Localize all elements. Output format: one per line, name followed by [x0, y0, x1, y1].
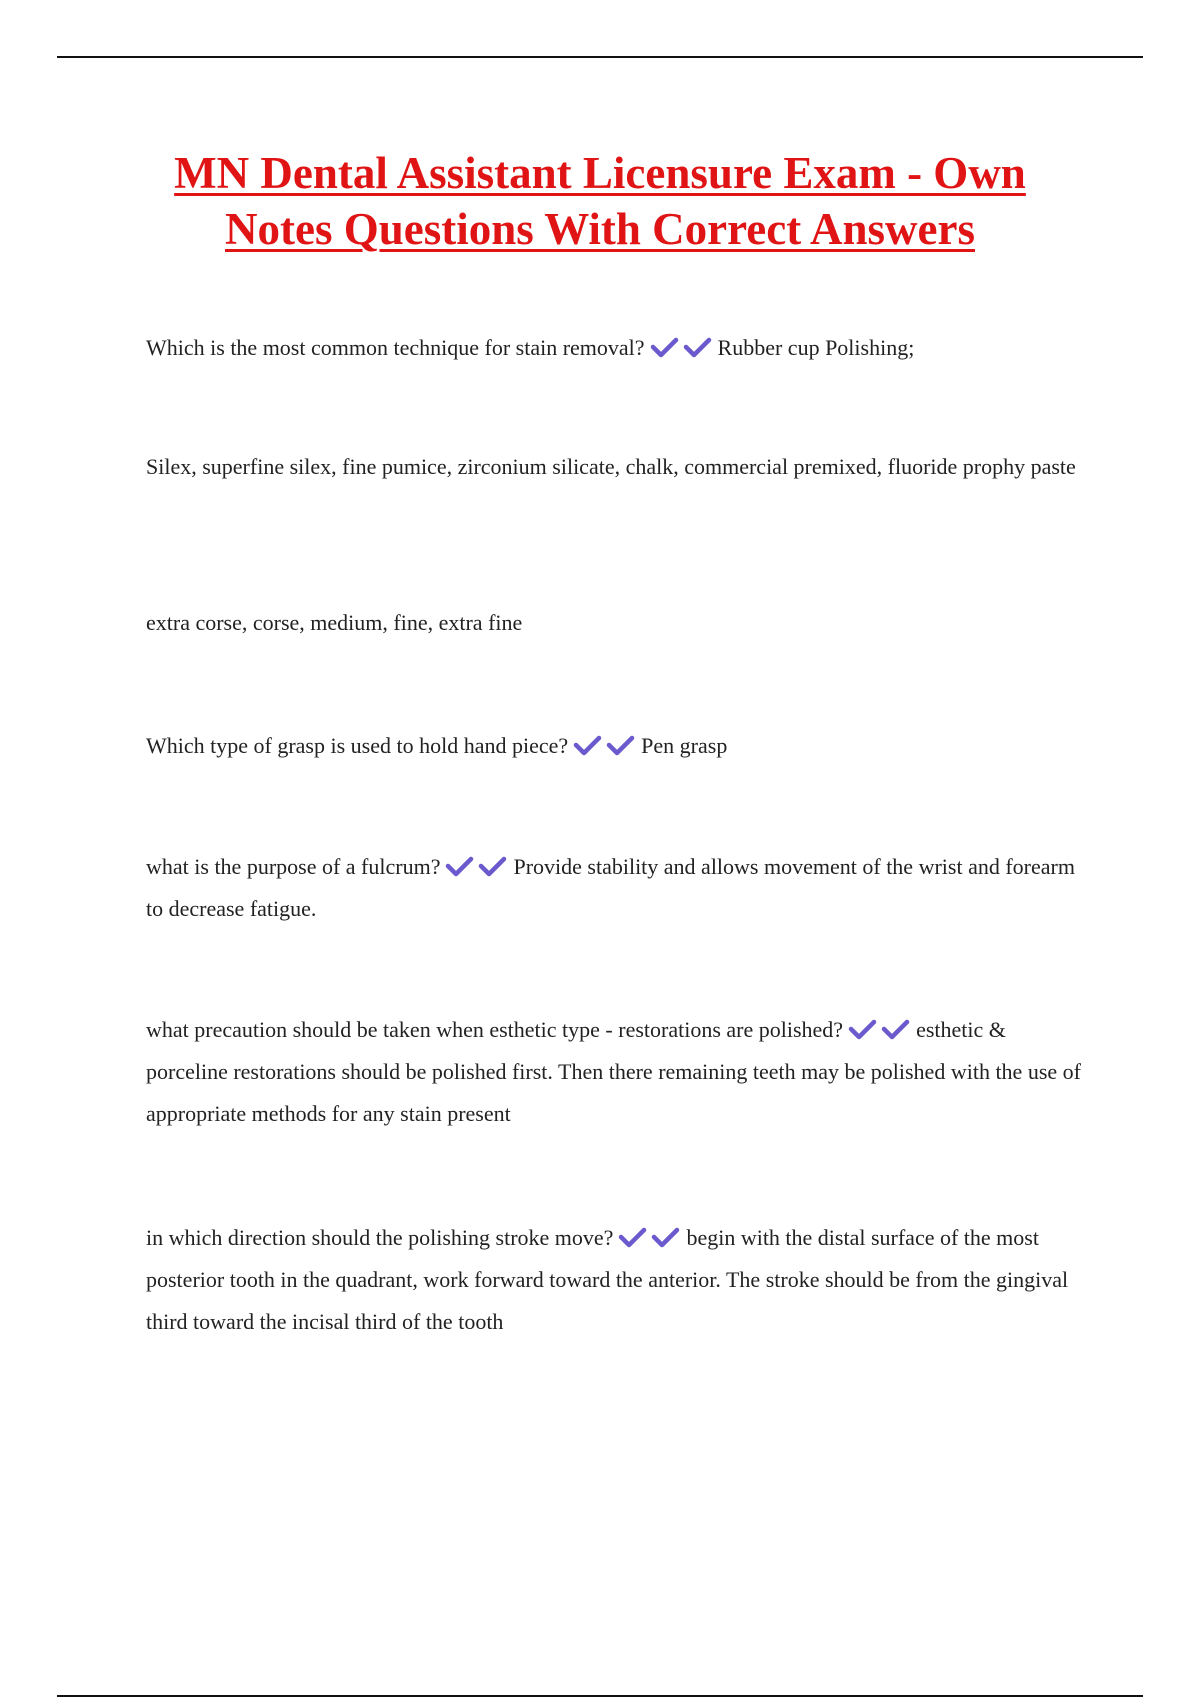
answer-text: extra corse, corse, medium, fine, extra fine	[146, 610, 523, 635]
answer-text: Silex, superfine silex, fine pumice, zirconium silicate, chalk, commercial premixed, fluoride prophy paste	[146, 454, 1076, 479]
question-text: what precaution should be taken when esthetic type - restorations are polished?	[146, 1017, 844, 1042]
document-title	[100, 145, 1100, 257]
double-checkmark-icon	[445, 855, 511, 877]
title-line-1: MN Dental Assistant Licensure Exam - Own	[174, 148, 1026, 198]
double-checkmark-icon	[573, 734, 639, 756]
qa-item-2	[146, 446, 1086, 488]
answer-text: Rubber cup Polishing;	[717, 335, 915, 360]
qa-item-4	[146, 725, 1086, 767]
title-line-2: Notes Questions With Correct Answers	[225, 204, 975, 254]
question-text: in which direction should the polishing stroke move?	[146, 1225, 614, 1250]
question-text: Which is the most common technique for stain removal?	[146, 335, 645, 360]
qa-item-3	[146, 602, 1086, 644]
qa-item-7	[146, 1217, 1086, 1343]
qa-item-5	[146, 846, 1086, 930]
qa-item-1	[146, 327, 1086, 369]
question-text: Which type of grasp is used to hold hand piece?	[146, 733, 569, 758]
double-checkmark-icon	[618, 1226, 684, 1248]
answer-text: Pen grasp	[641, 733, 728, 758]
answer-text: esthetic & porceline restorations should be polished first. Then there remaining teeth may be polished with the use of appropriate methods for any stain present	[146, 1017, 1081, 1126]
bottom-rule	[57, 1695, 1143, 1697]
top-rule	[57, 56, 1143, 58]
answer-text: begin with the distal surface of the most posterior tooth in the quadrant, work forward toward the anterior. The stroke should be from the gingival third toward the incisal third of the tooth	[146, 1225, 1069, 1334]
answer-text: Provide stability and allows movement of the wrist and forearm to decrease fatigue.	[146, 854, 1075, 921]
double-checkmark-icon	[650, 336, 716, 358]
qa-item-6	[146, 1009, 1086, 1135]
double-checkmark-icon	[848, 1018, 914, 1040]
question-text: what is the purpose of a fulcrum?	[146, 854, 441, 879]
